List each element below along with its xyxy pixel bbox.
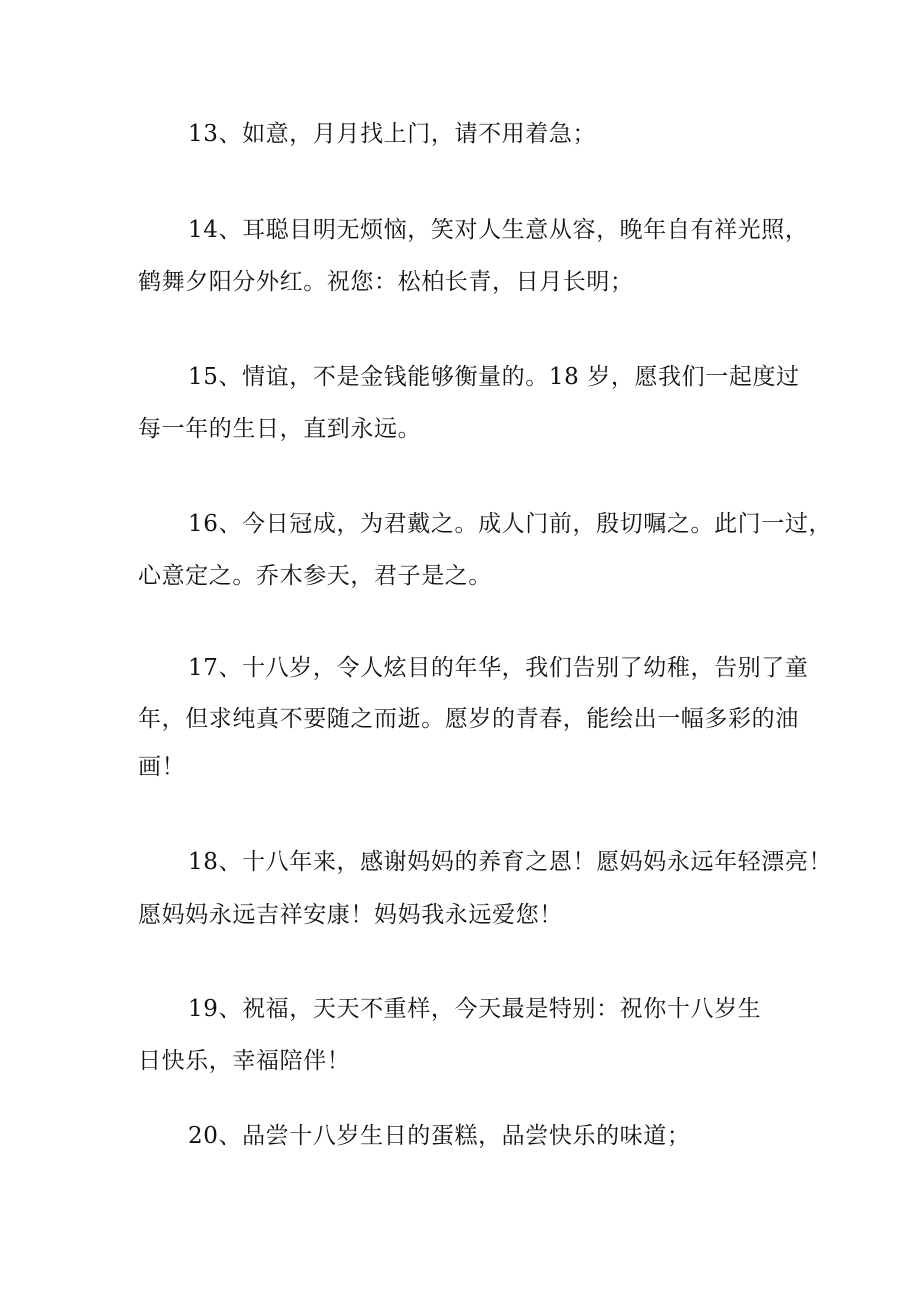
item-17-line-3: 画！ <box>138 754 186 780</box>
item-15-line-2: 每一年的生日，直到永远。 <box>138 416 422 442</box>
item-19-line-1: 19、祝福，天天不重样，今天最是特别：祝你十八岁生 <box>188 996 762 1022</box>
item-17-line-1: 17、十八岁，令人炫目的年华，我们告别了幼稚，告别了童 <box>188 655 809 681</box>
item-16-line-1: 16、今日冠成，为君戴之。成人门前，殷切嘱之。此门一过， <box>188 511 833 537</box>
item-13-line-1: 13、如意，月月找上门，请不用着急； <box>188 121 597 147</box>
item-17-line-2: 年，但求纯真不要随之而逝。愿岁的青春，能绘出一幅多彩的油 <box>138 706 799 732</box>
item-14-line-1: 14、耳聪目明无烦恼，笑对人生意从容，晚年自有祥光照， <box>188 217 809 243</box>
item-18-line-2: 愿妈妈永远吉祥安康！妈妈我永远爱您！ <box>138 902 563 928</box>
item-19-line-2: 日快乐，幸福陪伴！ <box>138 1048 351 1074</box>
item-20-line-1: 20、品尝十八岁生日的蛋糕，品尝快乐的味道； <box>188 1123 691 1149</box>
item-14-line-2: 鹤舞夕阳分外红。祝您：松柏长青，日月长明； <box>138 269 634 295</box>
item-15-line-1: 15、情谊，不是金钱能够衡量的。18 岁，愿我们一起度过 <box>188 364 800 390</box>
item-18-line-1: 18、十八年来，感谢妈妈的养育之恩！愿妈妈永远年轻漂亮！ <box>188 849 833 875</box>
item-16-line-2: 心意定之。乔木参天，君子是之。 <box>138 563 492 589</box>
